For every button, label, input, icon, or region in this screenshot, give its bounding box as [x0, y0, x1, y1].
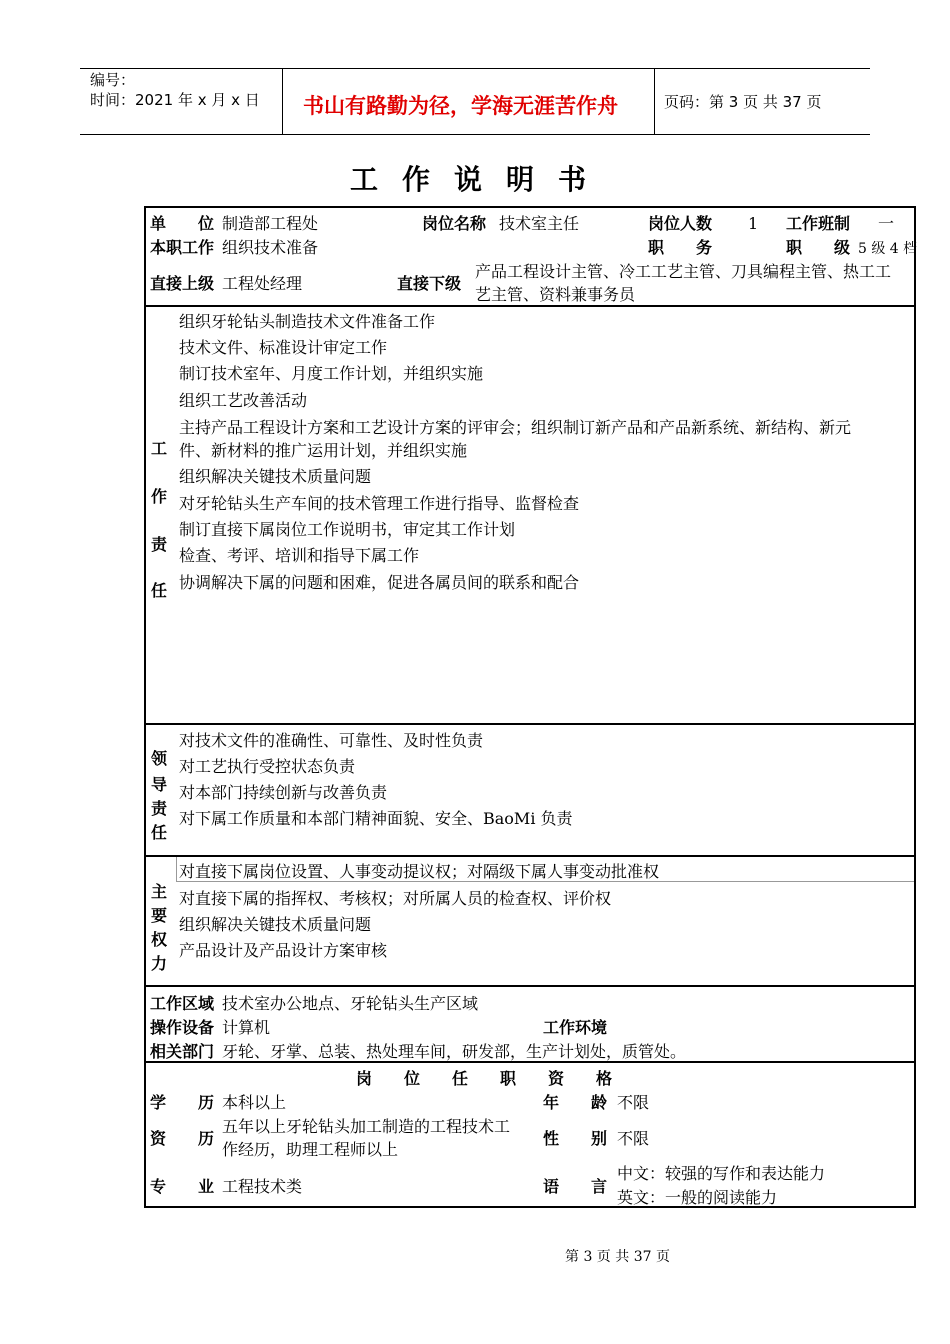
major-label: 专 业: [150, 1177, 215, 1196]
leadership-label: 领 导 责 任: [151, 749, 168, 842]
motto: 书山有路勤为径，学海无涯苦作舟: [303, 94, 618, 118]
level-label: 职 级: [786, 238, 851, 257]
document-number: 编号：: [90, 71, 136, 89]
list-item: 对本部门持续创新与改善负责: [179, 783, 388, 802]
superior-label: 直接上级: [150, 274, 215, 293]
section-divider-powers: [144, 985, 916, 987]
education-value: 本科以上: [222, 1093, 287, 1112]
list-item: 对直接下属的指挥权、考核权；对所属人员的检查权、评价权: [179, 889, 612, 908]
unit-label: 单 位: [150, 214, 215, 233]
list-item: 检查、考评、培训和指导下属工作: [179, 546, 420, 565]
section-divider-duties: [144, 723, 916, 725]
major-value: 工程技术类: [222, 1177, 303, 1196]
list-item: 制订技术室年、月度工作计划，并组织实施: [179, 364, 484, 383]
headcount-label: 岗位人数: [648, 214, 713, 233]
subordinate-value-line1: 产品工程设计主管、冷工工艺主管、刀具编程主管、热工工: [475, 262, 892, 281]
list-item: 技术文件、标准设计审定工作: [179, 338, 388, 357]
education-label: 学 历: [150, 1093, 215, 1112]
language-label: 语 言: [543, 1177, 608, 1196]
list-item: 对下属工作质量和本部门精神面貌、安全、BaoMi 负责: [179, 809, 573, 828]
age-value: 不限: [617, 1093, 650, 1112]
list-item: 组织解决关键技术质量问题: [179, 467, 372, 486]
language-value-line1: 中文：较强的写作和表达能力: [617, 1164, 826, 1183]
work-area-label: 工作区域: [150, 994, 215, 1013]
unit-value: 制造部工程处: [222, 214, 319, 233]
list-item: 协调解决下属的问题和困难，促进各属员间的联系和配合: [179, 573, 580, 592]
related-departments-value: 牙轮、牙掌、总装、热处理车间，研发部，生产计划处，质管处。: [222, 1042, 687, 1061]
experience-value-line2: 作经历，助理工程师以上: [222, 1140, 399, 1159]
list-item: 对直接下属岗位设置、人事变动提议权；对隔级下属人事变动批准权: [179, 862, 660, 881]
duty-label: 职 务: [648, 238, 713, 257]
language-value-line2: 英文：一般的阅读能力: [617, 1188, 778, 1207]
experience-label: 资 历: [150, 1129, 215, 1148]
power-row-tick: [176, 857, 177, 882]
superior-value: 工程处经理: [222, 274, 303, 293]
subordinate-value-line2: 艺主管、资料兼事务员: [475, 285, 636, 304]
work-environment-label: 工作环境: [543, 1018, 608, 1037]
table-right-border: [914, 206, 916, 1208]
equipment-value: 计算机: [222, 1018, 271, 1037]
shift-value: 一: [878, 214, 895, 233]
header-bottom-rule: [80, 134, 870, 135]
header-divider-right: [654, 68, 655, 135]
gender-value: 不限: [617, 1129, 650, 1148]
list-item: 产品设计及产品设计方案审核: [179, 941, 388, 960]
header-top-rule: [80, 68, 870, 69]
work-area-value: 技术室办公地点、牙轮钻头生产区域: [222, 994, 479, 1013]
equipment-label: 操作设备: [150, 1018, 215, 1037]
age-label: 年 龄: [543, 1093, 608, 1112]
list-item: 对工艺执行受控状态负责: [179, 757, 356, 776]
list-item: 组织工艺改善活动: [179, 391, 308, 410]
headcount-value: 1: [748, 214, 759, 233]
table-top-border: [144, 206, 916, 208]
table-left-border: [144, 206, 146, 1208]
shift-label: 工作班制: [786, 214, 851, 233]
header-divider-left: [282, 68, 283, 135]
list-item: 件、新材料的推广运用计划，并组织实施: [179, 441, 468, 460]
section-divider-info: [144, 305, 916, 307]
page-indicator: 页码：第 3 页 共 37 页: [664, 93, 822, 111]
experience-value-line1: 五年以上牙轮钻头加工制造的工程技术工: [222, 1117, 511, 1136]
page-footer: 第 3 页 共 37 页: [565, 1249, 670, 1265]
document-date: 时间：2021 年 x 月 x 日: [90, 91, 260, 109]
list-item: 组织牙轮钻头制造技术文件准备工作: [179, 312, 436, 331]
gender-label: 性 别: [543, 1129, 608, 1148]
list-item: 制订直接下属岗位工作说明书，审定其工作计划: [179, 520, 516, 539]
document-title: 工作说明书: [350, 163, 611, 196]
related-departments-label: 相关部门: [150, 1042, 215, 1061]
qualifications-title: 岗 位 任 职 资 格: [356, 1069, 613, 1088]
main-work-label: 本职工作: [150, 238, 215, 257]
responsibilities-label: 工 作 责 任: [151, 439, 168, 600]
table-bottom-border: [144, 1206, 916, 1208]
powers-label: 主 要 权 力: [151, 882, 168, 973]
level-value: 5 级 4 档: [858, 241, 918, 257]
post-name-label: 岗位名称: [422, 214, 487, 233]
main-work-value: 组织技术准备: [222, 238, 319, 257]
section-divider-leadership: [144, 855, 916, 857]
list-item: 对牙轮钻头生产车间的技术管理工作进行指导、监督检查: [179, 494, 580, 513]
list-item: 主持产品工程设计方案和工艺设计方案的评审会；组织制订新产品和产品新系统、新结构、新元: [179, 418, 852, 437]
post-name-value: 技术室主任: [499, 214, 580, 233]
list-item: 对技术文件的准确性、可靠性、及时性负责: [179, 731, 484, 750]
list-item: 组织解决关键技术质量问题: [179, 915, 372, 934]
subordinate-label: 直接下级: [397, 274, 462, 293]
